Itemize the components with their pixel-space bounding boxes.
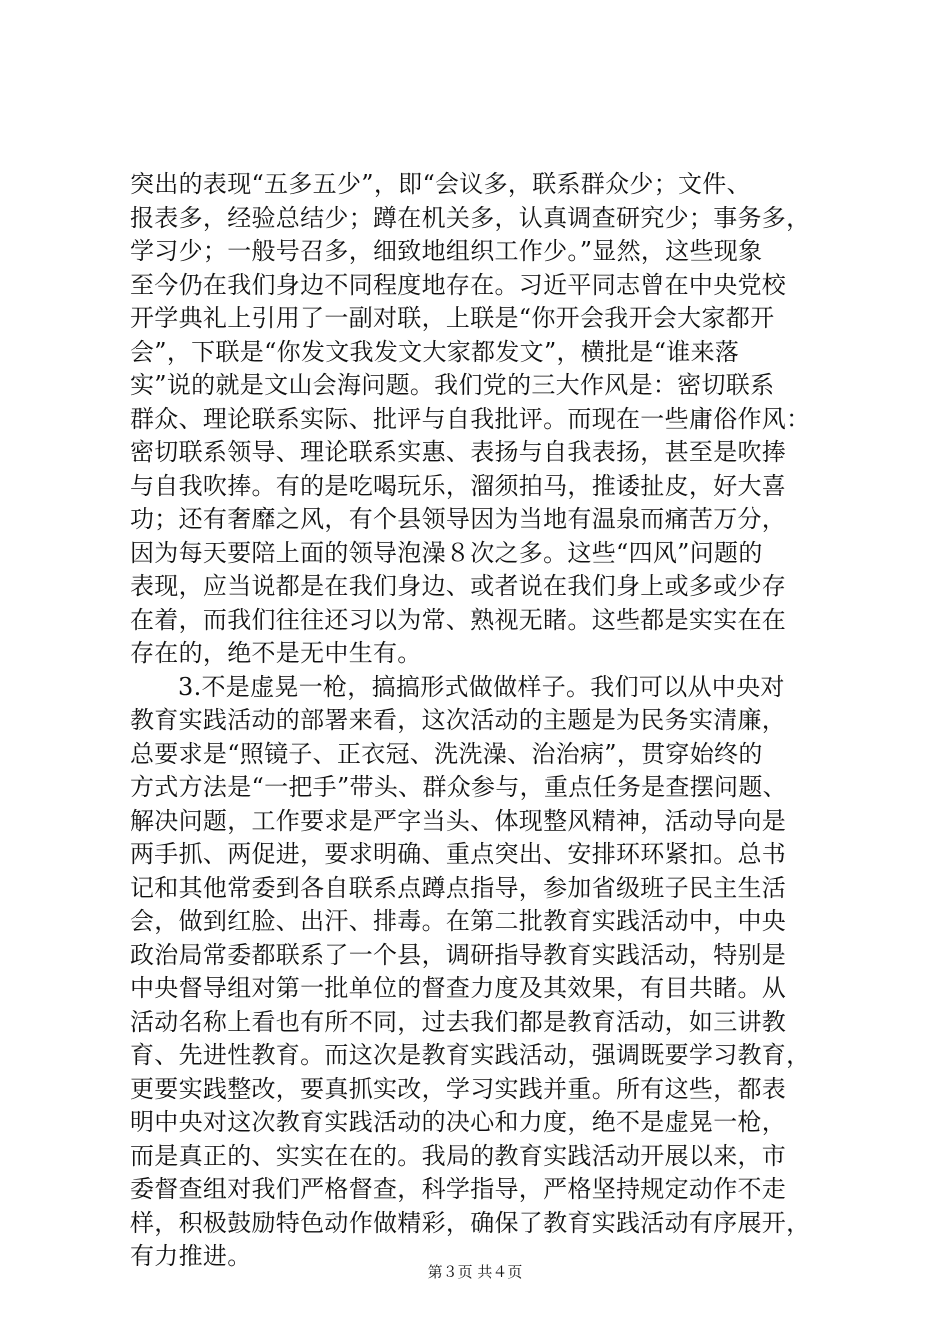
- text-line: 表现，应当说都是在我们身边、或者说在我们身上或多或少存: [130, 572, 787, 600]
- text-line: 密切联系领导、理论联系实惠、表扬与自我表扬，甚至是吹捧: [130, 438, 787, 466]
- text-line: 会，做到红脸、出汗、排毒。在第二批教育实践活动中，中央: [130, 907, 787, 935]
- text-line: 群众、理论联系实际、批评与自我批评。而现在一些庸俗作风：: [130, 404, 811, 433]
- text-line: 活动名称上看也有所不同，过去我们都是教育活动，如三讲教: [130, 1007, 787, 1036]
- text-line: 因为每天要陪上面的领导泡澡８次之多。这些“四风”问题的: [130, 538, 763, 567]
- text-line: 与自我吹捧。有的是吃喝玩乐，溜须拍马，推诿扯皮，好大喜: [130, 471, 787, 500]
- text-line: 样，积极鼓励特色动作做精彩，确保了教育实践活动有序展开，: [130, 1208, 811, 1237]
- text-line: 育、先进性教育。而这次是教育实践活动，强调既要学习教育，: [130, 1041, 811, 1069]
- text-line: 政治局常委都联系了一个县，调研指导教育实践活动，特别是: [130, 940, 787, 969]
- text-line: 至今仍在我们身边不同程度地存在。习近平同志曾在中央党校: [130, 270, 787, 299]
- text-line: 会”，下联是“你发文我发文大家都发文”，横批是“谁来落: [130, 337, 740, 366]
- text-line: 总要求是“照镜子、正衣冠、洗洗澡、治治病”，贯穿始终的: [130, 739, 763, 768]
- text-line: 而是真正的、实实在在的。我局的教育实践活动开展以来，市: [130, 1141, 787, 1170]
- text-line: 两手抓、两促进，要求明确、重点突出、安排环环紧扣。总书: [130, 840, 787, 868]
- text-line: 委督查组对我们严格督查，科学指导，严格坚持规定动作不走: [130, 1175, 787, 1203]
- text-line: 突出的表现“五多五少”，即“会议多，联系群众少；文件、: [130, 170, 751, 198]
- body-text: [130, 168, 830, 1274]
- text-line: 存在的，绝不是无中生有。: [130, 639, 422, 667]
- text-line: 中央督导组对第一批单位的督查力度及其效果，有目共睹。从: [130, 974, 787, 1002]
- text-line: 解决问题，工作要求是严字当头、体现整风精神，活动导向是: [130, 806, 787, 835]
- text-line: 有力推进。: [130, 1242, 252, 1270]
- text-line: 报表多，经验总结少；蹲在机关多，认真调查研究少；事务多，: [130, 203, 811, 232]
- text-line: 教育实践活动的部署来看，这次活动的主题是为民务实清廉，: [130, 706, 787, 734]
- text-line: 实”说的就是文山会海问题。我们党的三大作风是：密切联系: [130, 371, 775, 399]
- text-line: 开学典礼上引用了一副对联，上联是“你开会我开会大家都开: [130, 304, 775, 332]
- text-line: 记和其他常委到各自联系点蹲点指导，参加省级班子民主生活: [130, 873, 787, 902]
- page-footer: 第３页 共４页: [427, 1263, 523, 1281]
- text-line: 明中央对这次教育实践活动的决心和力度，绝不是虚晃一枪，: [130, 1108, 787, 1136]
- text-line: 更要实践整改，要真抓实改，学习实践并重。所有这些，都表: [130, 1074, 787, 1103]
- text-line: 方式方法是“一把手”带头、群众参与，重点任务是查摆问题、: [130, 773, 787, 801]
- text-line: 功；还有奢靡之风，有个县领导因为当地有温泉而痛苦万分，: [130, 505, 787, 533]
- text-line: 在着，而我们往往还习以为常、熟视无睹。这些都是实实在在: [130, 605, 787, 634]
- text-line: 学习少；一般号召多，细致地组织工作少。”显然，这些现象: [130, 237, 763, 265]
- text-line: 3.不是虚晃一枪，搞搞形式做做样子。我们可以从中央对: [178, 672, 785, 701]
